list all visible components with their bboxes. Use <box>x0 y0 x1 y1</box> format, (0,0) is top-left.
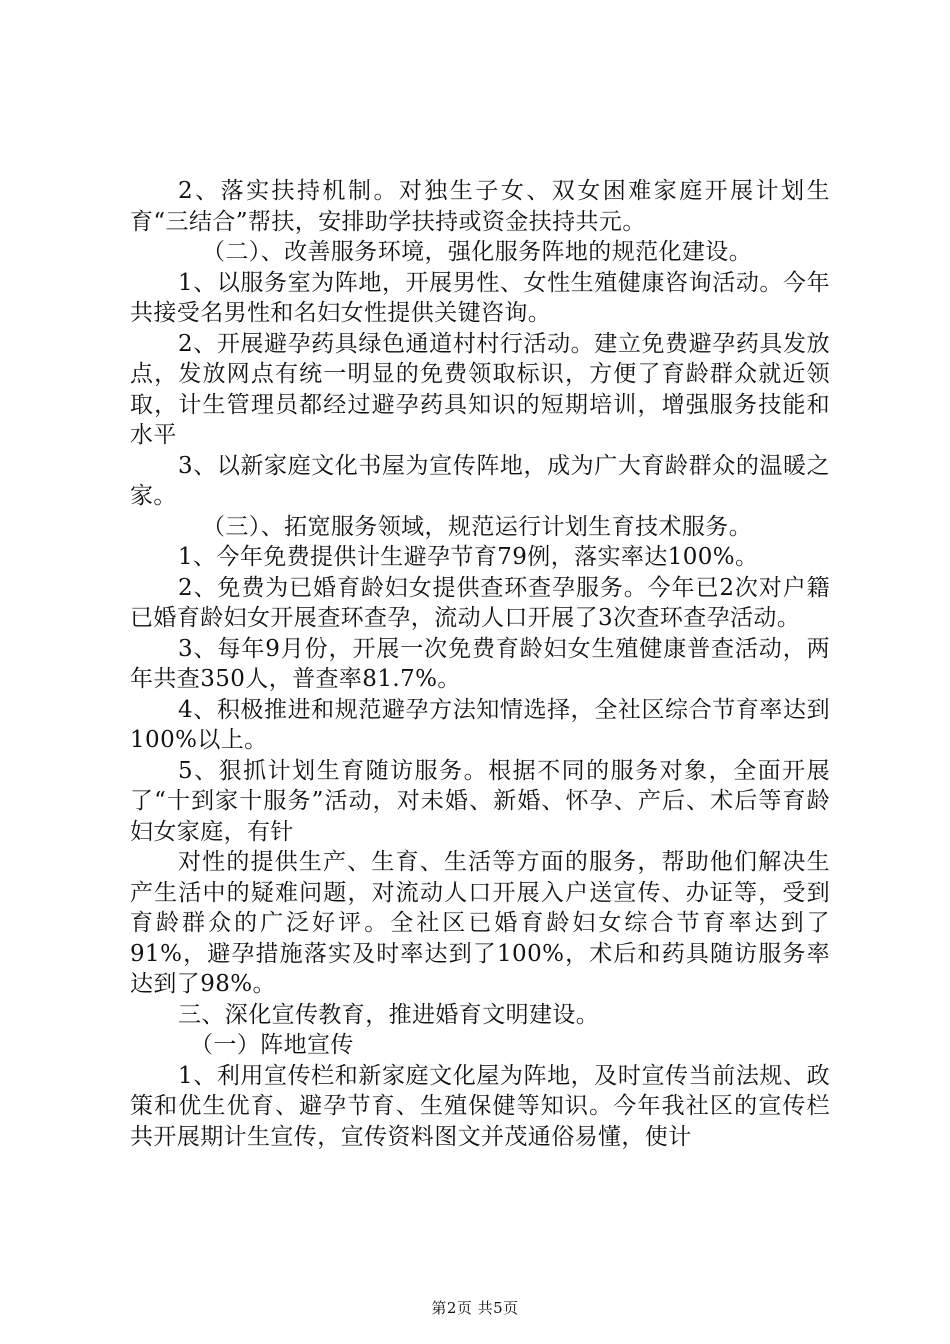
heading-position-publicity: （一）阵地宣传 <box>190 1032 354 1058</box>
heading-expand-service-fields: （三）、拓宽服务领域，规范运行计划生育技术服务。 <box>202 513 753 540</box>
paragraph-free-contraception: 1、今年免费提供计生避孕节育79例，落实率达100%。 <box>178 544 759 570</box>
paragraph-follow-up-continued: 对性的提供生产、生育、生活等方面的服务，帮助他们解决生产生活中的疑难问题，对流动人口开展入户送宣传、办证等，受到育龄群众的广泛好评。全社区已婚育龄妇女综合节育率达到了91%，避孕措施落实及时率达到了100%，术后和药具随访服务率达到了98%。 <box>130 849 830 997</box>
heading-improve-service-environment: （二）、改善服务环境，强化服务阵地的规范化建设。 <box>202 239 753 265</box>
paragraph-ring-pregnancy-check: 2、免费为已婚育龄妇女提供查环查孕服务。今年已2次对户籍已婚育龄妇女开展查环查孕，流动人口开展了3次查环查孕活动。 <box>130 574 830 631</box>
paragraph-bulletin-board: 1、利用宣传栏和新家庭文化屋为阵地，及时宣传当前法规、政策和优生优育、避孕节育、生殖保健等知识。今年我社区的宣传栏共开展期计生宣传，宣传资料图文并茂通俗易懂，使计 <box>130 1062 830 1150</box>
paragraph-health-census: 3、每年9月份，开展一次免费育龄妇女生殖健康普查活动，两年共查350人，普查率81.7%。 <box>130 635 830 692</box>
paragraph-follow-up-service: 5、狠抓计划生育随访服务。根据不同的服务对象，全面开展了“十到家十服务”活动，对未婚、新婚、怀孕、产后、术后等育龄妇女家庭，有针 <box>130 757 830 845</box>
paragraph-service-room: 1、以服务室为阵地，开展男性、女性生殖健康咨询活动。今年共接受名男性和名妇女性提供关键咨询。 <box>130 269 830 326</box>
document-body <box>130 176 830 1152</box>
page-footer: 第2页 共5页 <box>431 1299 519 1317</box>
heading-deepen-publicity: 三、深化宣传教育，推进婚育文明建设。 <box>178 1001 600 1028</box>
paragraph-support-mechanism: 2、落实扶持机制。对独生子女、双女困难家庭开展计划生育“三结合”帮扶，安排助学扶持或资金扶持共元。 <box>130 178 830 235</box>
paragraph-green-channel: 2、开展避孕药具绿色通道村村行活动。建立免费避孕药具发放点，发放网点有统一明显的免费领取标识，方便了育龄群众就近领取，计生管理员都经过避孕药具知识的短期培训，增强服务技能和水平 <box>130 330 830 448</box>
paragraph-informed-choice: 4、积极推进和规范避孕方法知情选择，全社区综合节育率达到100%以上。 <box>130 696 830 753</box>
paragraph-culture-bookhouse: 3、以新家庭文化书屋为宣传阵地，成为广大育龄群众的温暖之家。 <box>130 452 830 509</box>
